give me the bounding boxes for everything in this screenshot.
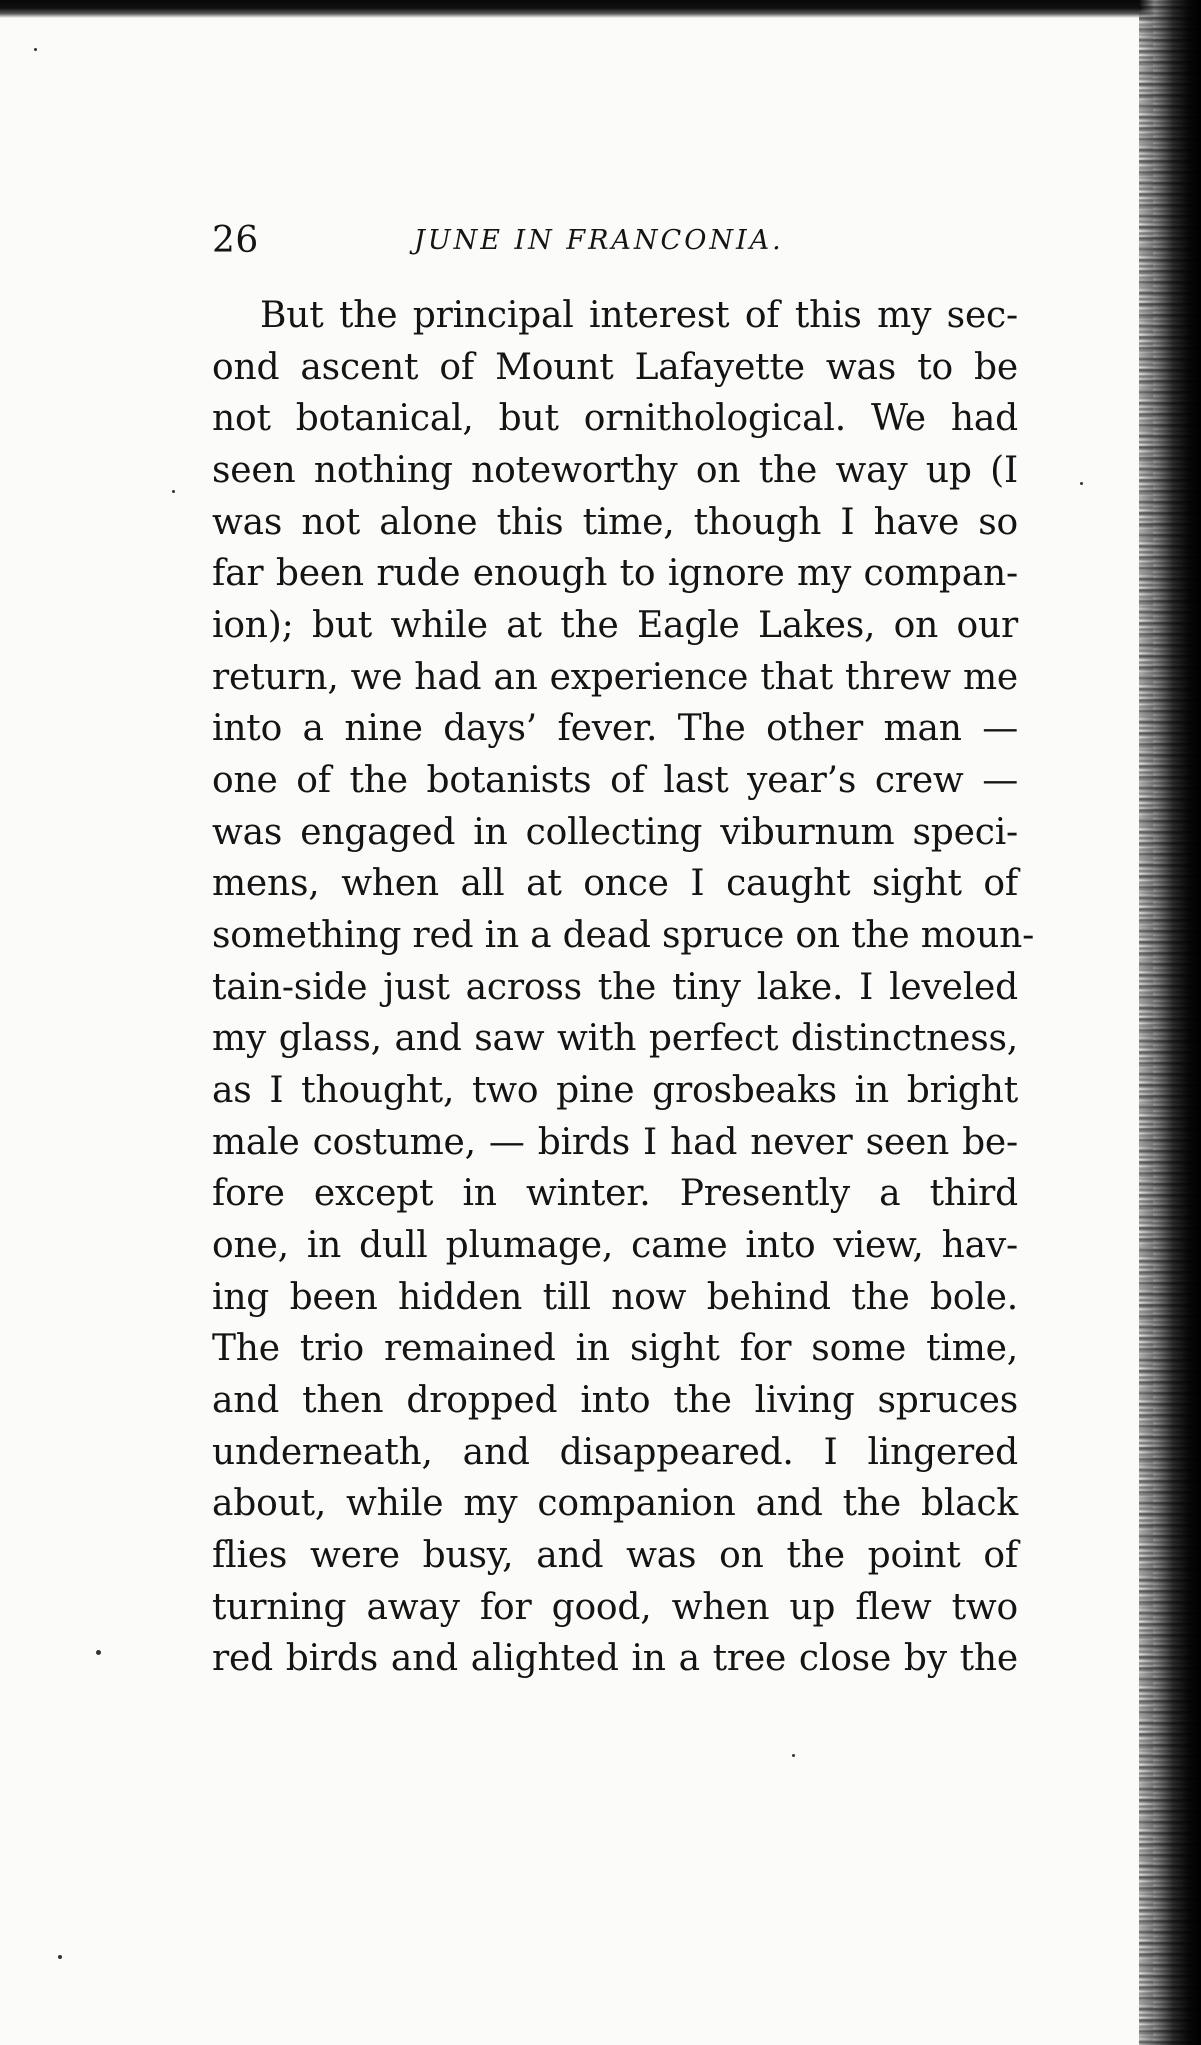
text-line: about, while my companion and the black xyxy=(212,1483,1018,1524)
text-line: was not alone this time, though I have so xyxy=(212,502,1018,543)
text-line: fore except in winter. Presently a third xyxy=(212,1173,1018,1214)
scan-speck xyxy=(58,1955,62,1959)
text-line: ond ascent of Mount Lafayette was to be xyxy=(212,347,1018,388)
text-line: and then dropped into the living spruces xyxy=(212,1380,1018,1421)
text-line: one of the botanists of last year’s crew — xyxy=(212,760,1018,801)
text-line: my glass, and saw with perfect distinctness, xyxy=(212,1018,1018,1059)
text-line: underneath, and disappeared. I lingered xyxy=(212,1432,1018,1473)
text-line: return, we had an experience that threw me xyxy=(212,657,1018,698)
text-line: seen nothing noteworthy on the way up (I xyxy=(212,450,1018,491)
text-line: as I thought, two pine grosbeaks in bright xyxy=(212,1070,1018,1111)
page-header xyxy=(212,218,1018,264)
text-line: flies were busy, and was on the point of xyxy=(212,1535,1018,1576)
text-line: But the principal interest of this my sec- xyxy=(260,295,1018,336)
scan-speck xyxy=(34,48,37,51)
text-line: tain-side just across the tiny lake. I leveled xyxy=(212,967,1018,1008)
text-line: ing been hidden till now behind the bole. xyxy=(212,1277,1018,1318)
scan-speck xyxy=(792,1754,795,1757)
page-edge-texture xyxy=(1139,10,1153,2045)
text-line: male costume, — birds I had never seen be- xyxy=(212,1122,1018,1163)
body-text xyxy=(212,290,1035,1690)
text-line: not botanical, but ornithological. We had xyxy=(212,398,1018,439)
text-line: far been rude enough to ignore my compan- xyxy=(212,553,1018,594)
running-head: JUNE IN FRANCONIA. xyxy=(414,225,784,256)
scan-speck xyxy=(1080,482,1083,485)
text-line: mens, when all at once I caught sight of xyxy=(212,863,1018,904)
text-line: into a nine days’ fever. The other man — xyxy=(212,708,1018,749)
text-line: turning away for good, when up flew two xyxy=(212,1587,1018,1628)
text-line: red birds and alighted in a tree close by the xyxy=(212,1638,1018,1679)
text-line: ion); but while at the Eagle Lakes, on our xyxy=(212,605,1018,646)
scan-speck xyxy=(172,490,175,493)
text-line: was engaged in collecting viburnum speci- xyxy=(212,812,1018,853)
scan-top-shadow xyxy=(0,0,1201,18)
scan-speck xyxy=(96,1650,101,1655)
text-line: The trio remained in sight for some time, xyxy=(212,1328,1018,1369)
text-line: something red in a dead spruce on the moun- xyxy=(212,915,1035,956)
page-number: 26 xyxy=(212,220,259,261)
text-line: one, in dull plumage, came into view, hav- xyxy=(212,1225,1018,1266)
